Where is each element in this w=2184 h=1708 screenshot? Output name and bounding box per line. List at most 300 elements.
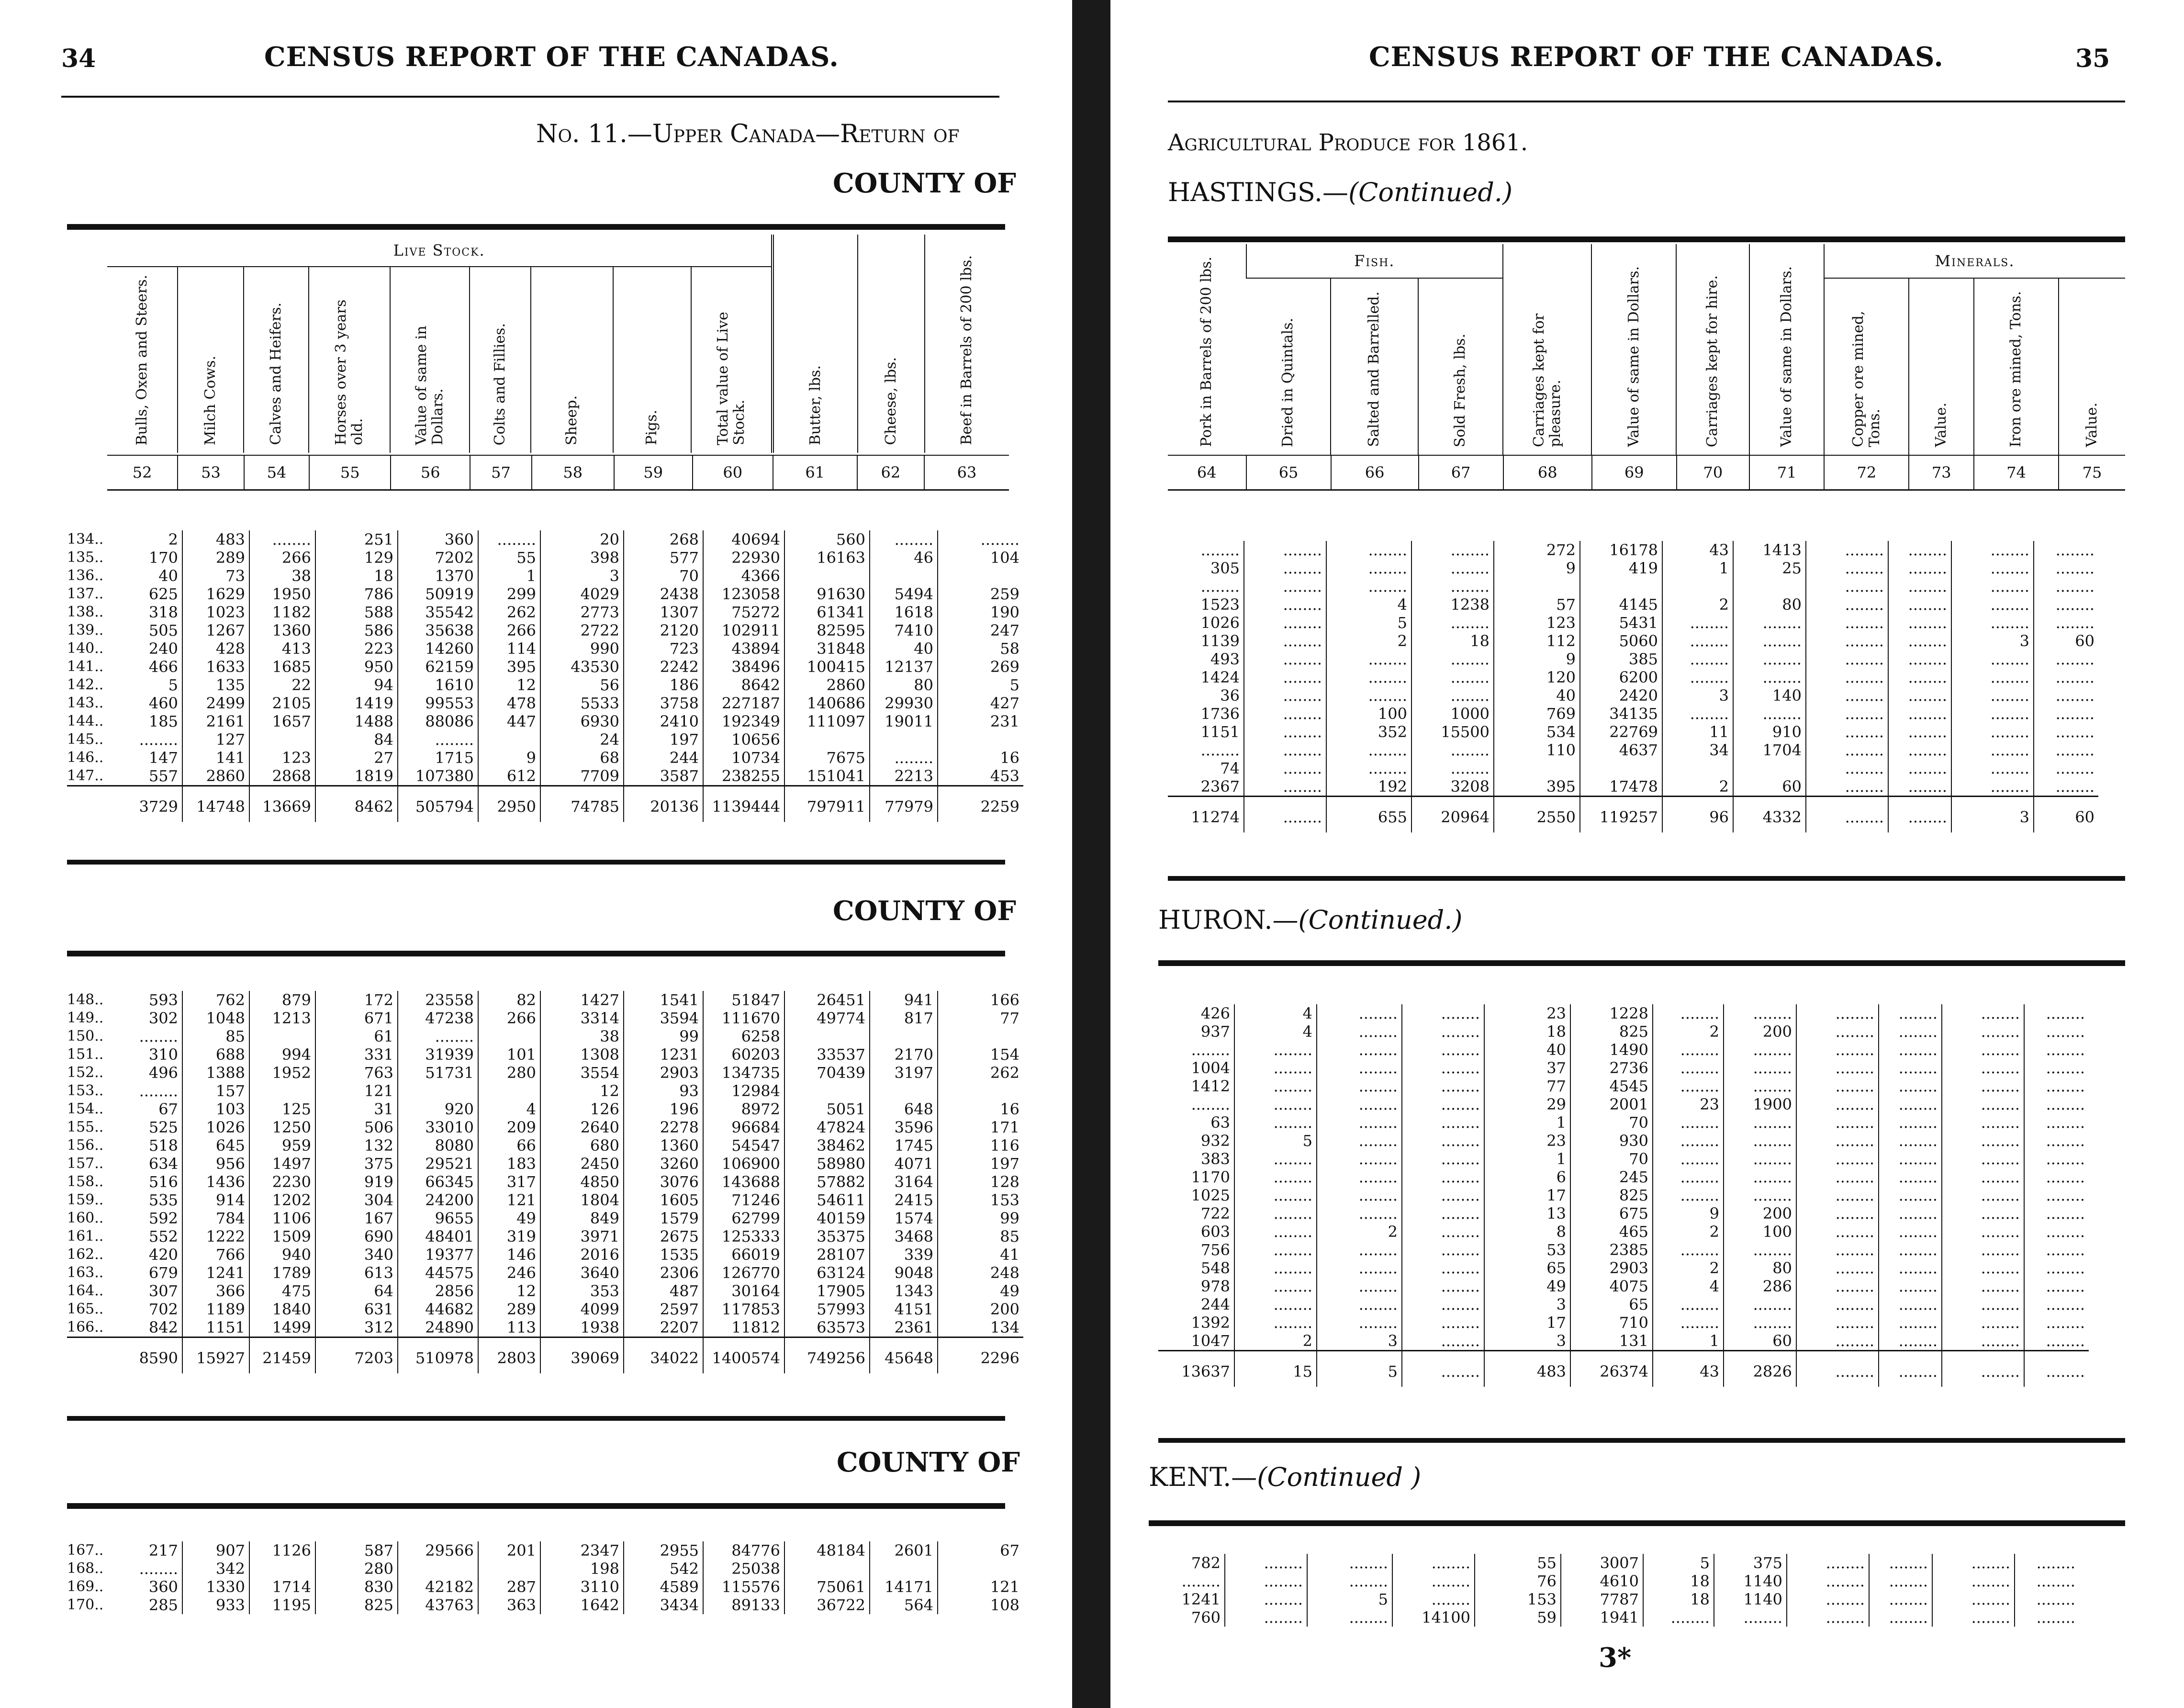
totals-row (1158, 1351, 2089, 1387)
table-cell: 54547 (703, 1136, 784, 1155)
column-number: 59 (614, 455, 693, 490)
table-cell: 1523 (1200, 596, 1240, 614)
table-row (67, 567, 1023, 585)
column-label-text: Carriages kept for hire. (1704, 275, 1721, 447)
table-cell: 190 (938, 603, 1023, 621)
table-cell (478, 730, 540, 749)
table-cell: 272 (1494, 541, 1580, 559)
table-cell: 19011 (870, 712, 938, 730)
column-number-row (1168, 455, 2125, 491)
total-cell: 2259 (938, 786, 1023, 822)
table-cell: ........ (1879, 1277, 1942, 1295)
table-cell: 16178 (1580, 541, 1662, 559)
table-cell: 2 (1662, 777, 1733, 797)
table-cell: 280 (478, 1064, 540, 1082)
table-cell: 82 (478, 991, 540, 1009)
table-cell: 40159 (784, 1209, 870, 1227)
table-cell: 1151 (182, 1318, 249, 1337)
table-cell: 339 (870, 1246, 938, 1264)
table-cell: ........ (1317, 1077, 1402, 1095)
total-cell: 77979 (870, 786, 938, 822)
table-cell: 57882 (784, 1173, 870, 1191)
table-cell: 198 (540, 1560, 624, 1578)
table-row (67, 676, 1023, 694)
table-cell: ........ (1796, 1186, 1879, 1204)
table-cell: ........ (1402, 1277, 1484, 1295)
table-cell: ........ (2024, 1168, 2089, 1186)
table-cell: 40 (1484, 1041, 1570, 1059)
table-cell: 58980 (784, 1155, 870, 1173)
table-cell: ........ (1879, 1023, 1942, 1041)
table-cell: 2450 (540, 1155, 624, 1173)
table-cell: ........ (1888, 668, 1951, 686)
total-cell: 14748 (182, 786, 249, 822)
table-cell: 2868 (249, 767, 315, 786)
total-cell: 39069 (540, 1337, 624, 1374)
table-cell: 43 (1662, 541, 1733, 559)
table-cell: 1509 (249, 1227, 315, 1246)
table-cell: 113 (478, 1318, 540, 1337)
table-cell: 266 (249, 549, 315, 567)
table-row (67, 621, 1023, 640)
table-cell: 40 (1494, 686, 1580, 705)
table-cell: ........ (1317, 1041, 1402, 1059)
row-number: 149.. (67, 1010, 104, 1026)
table-cell: 127 (182, 730, 249, 749)
table-cell: ........ (1951, 577, 2034, 596)
column-label (2059, 278, 2125, 455)
page-number: 34 (61, 44, 96, 73)
table-cell: 1023 (182, 603, 249, 621)
table-cell: 197 (624, 730, 703, 749)
table-cell: ........ (1724, 1132, 1796, 1150)
table-cell: 1360 (624, 1136, 703, 1155)
table-cell: ........ (1796, 1241, 1879, 1259)
table-cell: ........ (1402, 1113, 1484, 1132)
table-cell: 4 (1234, 1023, 1317, 1041)
column-number: 64 (1168, 455, 1246, 490)
table-cell: 3434 (624, 1596, 703, 1614)
table-cell: ........ (1733, 705, 1806, 723)
column-label-text: Carriages kept for pleasure. (1530, 313, 1564, 447)
table-cell: 2955 (624, 1541, 703, 1560)
table-cell: 103 (182, 1100, 249, 1118)
table-cell: ........ (1402, 1314, 1484, 1332)
row-number: 159.. (67, 1191, 104, 1208)
table-cell: 4075 (1570, 1277, 1653, 1295)
table-cell: 8642 (703, 676, 784, 694)
table-row (67, 1009, 1023, 1027)
row-number: 146.. (67, 749, 104, 766)
table-cell: 43530 (540, 658, 624, 676)
table-cell: 80 (1724, 1259, 1796, 1277)
table-title: No. 11.—Upper Canada—Return of (536, 120, 960, 148)
column-number: 67 (1419, 455, 1503, 490)
table-cell: 85 (938, 1227, 1023, 1246)
table-cell: ........ (1225, 1572, 1307, 1590)
table-cell: ........ (2034, 668, 2098, 686)
table-cell (1580, 577, 1662, 596)
table-cell: 33537 (784, 1045, 870, 1064)
table-cell: ........ (1879, 1186, 1942, 1204)
table-cell: 1745 (870, 1136, 938, 1155)
table-cell: 557 (148, 767, 178, 785)
table-cell: 1151 (1200, 723, 1240, 741)
table-cell: 505 (148, 621, 178, 640)
table-cell: 56 (540, 676, 624, 694)
table-cell: ........ (1402, 1259, 1484, 1277)
column-label-text: Colts and Fillies. (492, 323, 509, 445)
table-cell: 919 (315, 1173, 398, 1191)
total-cell: 13637 (1158, 1351, 1234, 1387)
table-cell: 246 (478, 1264, 540, 1282)
table-cell: 244 (1200, 1295, 1230, 1314)
table-cell: 60203 (703, 1045, 784, 1064)
table-cell: 317 (478, 1173, 540, 1191)
table-cell: 1202 (249, 1191, 315, 1209)
table-row (67, 1227, 1023, 1246)
table-cell: ........ (2024, 1241, 2089, 1259)
table-cell: ........ (1411, 559, 1494, 577)
table-cell: 153 (938, 1191, 1023, 1209)
table-cell: 111670 (703, 1009, 784, 1027)
column-number: 60 (693, 455, 773, 490)
table-cell: 96684 (703, 1118, 784, 1136)
table-cell: ........ (1951, 668, 2034, 686)
table-cell: 17478 (1580, 777, 1662, 797)
table-cell: ........ (1653, 1132, 1724, 1150)
table-cell: 2230 (249, 1173, 315, 1191)
table-cell: ........ (2024, 1113, 2089, 1132)
table-cell: 4071 (870, 1155, 938, 1173)
table-cell: 62159 (398, 658, 478, 676)
table-cell: 9048 (870, 1264, 938, 1282)
total-cell: 15927 (182, 1337, 249, 1374)
table-cell (938, 1560, 1023, 1578)
column-label (773, 235, 857, 453)
group-fish-label: Fish. (1354, 252, 1395, 270)
table-cell: 11 (1662, 723, 1733, 741)
table-cell: 1 (1653, 1332, 1724, 1351)
table-cell: 80 (1733, 596, 1806, 614)
table-cell: 360 (398, 530, 478, 549)
table-cell: ........ (2015, 1590, 2079, 1608)
table-cell: 1490 (1570, 1041, 1653, 1059)
table-cell: 1436 (182, 1173, 249, 1191)
table-cell (1662, 759, 1733, 777)
table-cell (478, 1082, 540, 1100)
table-cell: 385 (1580, 650, 1662, 668)
table-cell: 1941 (1561, 1608, 1643, 1627)
table-cell: 383 (1200, 1150, 1230, 1168)
table-cell: 248 (938, 1264, 1023, 1282)
table-cell: 285 (148, 1596, 178, 1614)
table-cell: 2385 (1570, 1241, 1653, 1259)
table-cell: 1574 (870, 1209, 938, 1227)
table-cell: 51847 (703, 991, 784, 1009)
totals-row (1168, 797, 2098, 833)
table-cell: 645 (182, 1136, 249, 1155)
total-cell: 13669 (249, 786, 315, 822)
table-cell: 603 (1200, 1223, 1230, 1241)
table-cell: 14100 (1392, 1608, 1475, 1627)
table-cell: 3208 (1411, 777, 1494, 797)
table-cell: ........ (2024, 1004, 2089, 1023)
table-cell: 506 (315, 1118, 398, 1136)
table-cell: ........ (1806, 705, 1888, 723)
table-cell: 13 (1484, 1204, 1570, 1223)
table-cell: ........ (2024, 1314, 2089, 1332)
table-cell: 1579 (624, 1209, 703, 1227)
table-cell: 1025 (1191, 1186, 1230, 1204)
table-cell: 496 (148, 1064, 178, 1082)
double-rule (1168, 236, 2125, 242)
table-cell: 1106 (249, 1209, 315, 1227)
table-cell: 3554 (540, 1064, 624, 1082)
row-number: 135.. (67, 549, 104, 566)
table-cell: 4637 (1580, 741, 1662, 759)
table-cell: 62799 (703, 1209, 784, 1227)
table-cell: ........ (1796, 1150, 1879, 1168)
table-row (1158, 1332, 2089, 1351)
table-cell: 493 (1210, 650, 1240, 668)
table-cell: 342 (182, 1560, 249, 1578)
table-cell: 46 (870, 549, 938, 567)
table-cell (870, 1082, 938, 1100)
table-cell: 2856 (398, 1282, 478, 1300)
table-row (67, 1155, 1023, 1173)
row-number: 165.. (67, 1301, 104, 1317)
table-row (1158, 1204, 2089, 1223)
table-cell: ........ (2024, 1095, 2089, 1113)
table-cell (938, 1027, 1023, 1045)
table-cell: ........ (2015, 1608, 2079, 1627)
table-cell: 1900 (1724, 1095, 1796, 1113)
table-cell: 1222 (182, 1227, 249, 1246)
table-cell: 6258 (703, 1027, 784, 1045)
table-cell: ........ (1402, 1004, 1484, 1023)
column-number: 71 (1749, 455, 1824, 490)
table-cell: 82595 (784, 621, 870, 640)
table-cell: ........ (1942, 1059, 2024, 1077)
data-table (1168, 541, 2098, 832)
table-cell: 2 (1317, 1223, 1402, 1241)
table-cell: ........ (1234, 1295, 1317, 1314)
table-cell: 483 (182, 530, 249, 549)
table-cell: 101 (478, 1045, 540, 1064)
table-cell: 2207 (624, 1318, 703, 1337)
table-cell (398, 1082, 478, 1100)
table-row (67, 1209, 1023, 1227)
column-label (1331, 278, 1418, 455)
table-cell: ........ (1869, 1590, 1932, 1608)
table-cell: 1715 (398, 749, 478, 767)
table-cell: ........ (1244, 577, 1326, 596)
table-cell: ........ (1234, 1223, 1317, 1241)
table-cell: ........ (2034, 723, 2098, 741)
column-number: 58 (532, 455, 614, 490)
table-cell: 100415 (784, 658, 870, 676)
table-cell: 5431 (1580, 614, 1662, 632)
table-row (67, 1027, 1023, 1045)
row-number: 161.. (67, 1228, 104, 1245)
table-cell: 305 (1210, 559, 1240, 577)
table-cell: ........ (1411, 759, 1494, 777)
table-cell: ........ (1806, 668, 1888, 686)
table-cell: ........ (1392, 1572, 1475, 1590)
table-cell: 25 (1733, 559, 1806, 577)
table-cell: 67 (938, 1541, 1023, 1560)
table-cell: ........ (1932, 1572, 2015, 1590)
table-cell: 548 (1200, 1259, 1230, 1277)
rule (61, 96, 999, 98)
table-cell: ........ (1402, 1059, 1484, 1077)
totals-row (67, 786, 1023, 822)
total-cell: 2550 (1494, 797, 1580, 833)
table-cell: 586 (315, 621, 398, 640)
table-cell: ........ (1317, 1186, 1402, 1204)
table-cell (938, 1082, 1023, 1100)
table-cell: 1427 (540, 991, 624, 1009)
table-cell: ........ (1317, 1132, 1402, 1150)
table-cell: 65 (1570, 1295, 1653, 1314)
table-cell: 29 (1484, 1095, 1570, 1113)
table-cell: 2860 (784, 676, 870, 694)
table-cell: 312 (315, 1318, 398, 1337)
table-cell: ........ (1244, 686, 1326, 705)
table-cell: 121 (938, 1578, 1023, 1596)
table-cell: ........ (1724, 1041, 1796, 1059)
table-cell: ........ (1888, 596, 1951, 614)
table-cell: ........ (1806, 741, 1888, 759)
table-cell: 151041 (784, 767, 870, 786)
table-cell: 44682 (398, 1300, 478, 1318)
table-row (67, 730, 1023, 749)
table-cell: 756 (1200, 1241, 1230, 1259)
table-cell: ........ (1317, 1168, 1402, 1186)
column-number: 56 (391, 455, 470, 490)
table-row (1149, 1608, 2079, 1627)
table-cell: 1413 (1733, 541, 1806, 559)
table-cell: 671 (315, 1009, 398, 1027)
table-cell: 542 (624, 1560, 703, 1578)
column-label-text: Value of same in Dollars. (1778, 266, 1795, 447)
table-cell: ........ (1932, 1608, 2015, 1627)
column-label (390, 267, 470, 453)
table-cell: 231 (938, 712, 1023, 730)
table-cell: 38462 (784, 1136, 870, 1155)
total-cell: ........ (1942, 1351, 2024, 1387)
table-cell: 1618 (870, 603, 938, 621)
table-cell: ........ (1244, 741, 1326, 759)
table-cell: ........ (1888, 541, 1951, 559)
table-row (67, 1246, 1023, 1264)
table-cell (870, 1027, 938, 1045)
table-cell: ........ (1806, 650, 1888, 668)
total-cell: 34022 (624, 1337, 703, 1374)
county-heading: KENT.—(Continued ) (1149, 1462, 1422, 1492)
table-cell: 75061 (784, 1578, 870, 1596)
table-row (1158, 1168, 2089, 1186)
total-cell: ........ (1244, 797, 1326, 833)
table-cell: 2 (1653, 1223, 1724, 1241)
table-cell: ........ (1733, 668, 1806, 686)
table-cell: 5 (1643, 1554, 1714, 1572)
table-cell: 1140 (1714, 1572, 1787, 1590)
table-cell: 8 (1484, 1223, 1570, 1241)
table-cell: ........ (1402, 1295, 1484, 1314)
table-cell: 29930 (870, 694, 938, 712)
table-cell: ........ (1402, 1077, 1484, 1095)
total-cell: 43 (1653, 1351, 1724, 1387)
table-cell: 5 (1234, 1132, 1317, 1150)
table-cell: 395 (1494, 777, 1580, 797)
table-cell: 30164 (703, 1282, 784, 1300)
table-cell: ........ (1796, 1223, 1879, 1241)
table-row (67, 991, 1023, 1009)
table-cell: 141 (182, 749, 249, 767)
table-cell: 146 (478, 1246, 540, 1264)
table-cell: 786 (315, 585, 398, 603)
table-cell: 73 (182, 567, 249, 585)
table-cell: ........ (1733, 614, 1806, 632)
table-cell: 74 (1220, 759, 1240, 777)
table-cell: 143688 (703, 1173, 784, 1191)
table-cell: ........ (1402, 1332, 1484, 1351)
table-cell: 12 (478, 1282, 540, 1300)
table-cell: ........ (1787, 1608, 1869, 1627)
table-row (1158, 1241, 2089, 1259)
table-cell: 937 (1200, 1023, 1230, 1041)
table-row (1158, 1059, 2089, 1077)
table-cell: 75272 (703, 603, 784, 621)
table-cell: 363 (478, 1596, 540, 1614)
table-cell: 3260 (624, 1155, 703, 1173)
table-cell: ........ (1932, 1554, 2015, 1572)
table-row (67, 1191, 1023, 1209)
table-cell: 1047 (1191, 1332, 1230, 1350)
table-cell: 51731 (398, 1064, 478, 1082)
table-cell: 679 (148, 1264, 178, 1282)
table-cell: ........ (1317, 1277, 1402, 1295)
county-label: COUNTY OF (837, 1447, 1020, 1478)
column-label-text: Horses over 3 years old. (332, 299, 366, 445)
table-cell: ........ (1234, 1186, 1317, 1204)
table-cell: 4 (1653, 1277, 1724, 1295)
column-number: 63 (924, 455, 1009, 490)
table-cell: ........ (1879, 1204, 1942, 1223)
data-table (67, 530, 1023, 822)
table-cell: 38 (249, 567, 315, 585)
row-number: 158.. (67, 1173, 104, 1190)
table-row (1158, 1314, 2089, 1332)
table-cell: 8080 (398, 1136, 478, 1155)
table-cell: ........ (1317, 1314, 1402, 1332)
table-cell: 108 (938, 1596, 1023, 1614)
table-cell: ........ (1724, 1295, 1796, 1314)
table-cell: 560 (784, 530, 870, 549)
table-cell: 140686 (784, 694, 870, 712)
table-cell: 71246 (703, 1191, 784, 1209)
table-cell: 131 (1570, 1332, 1653, 1351)
double-rule (67, 951, 1005, 956)
table-cell: ........ (1787, 1572, 1869, 1590)
column-number: 55 (309, 455, 391, 490)
table-cell: ........ (1653, 1314, 1724, 1332)
table-cell: 70 (1570, 1150, 1653, 1168)
table-cell: 126 (540, 1100, 624, 1118)
table-cell: 4145 (1580, 596, 1662, 614)
